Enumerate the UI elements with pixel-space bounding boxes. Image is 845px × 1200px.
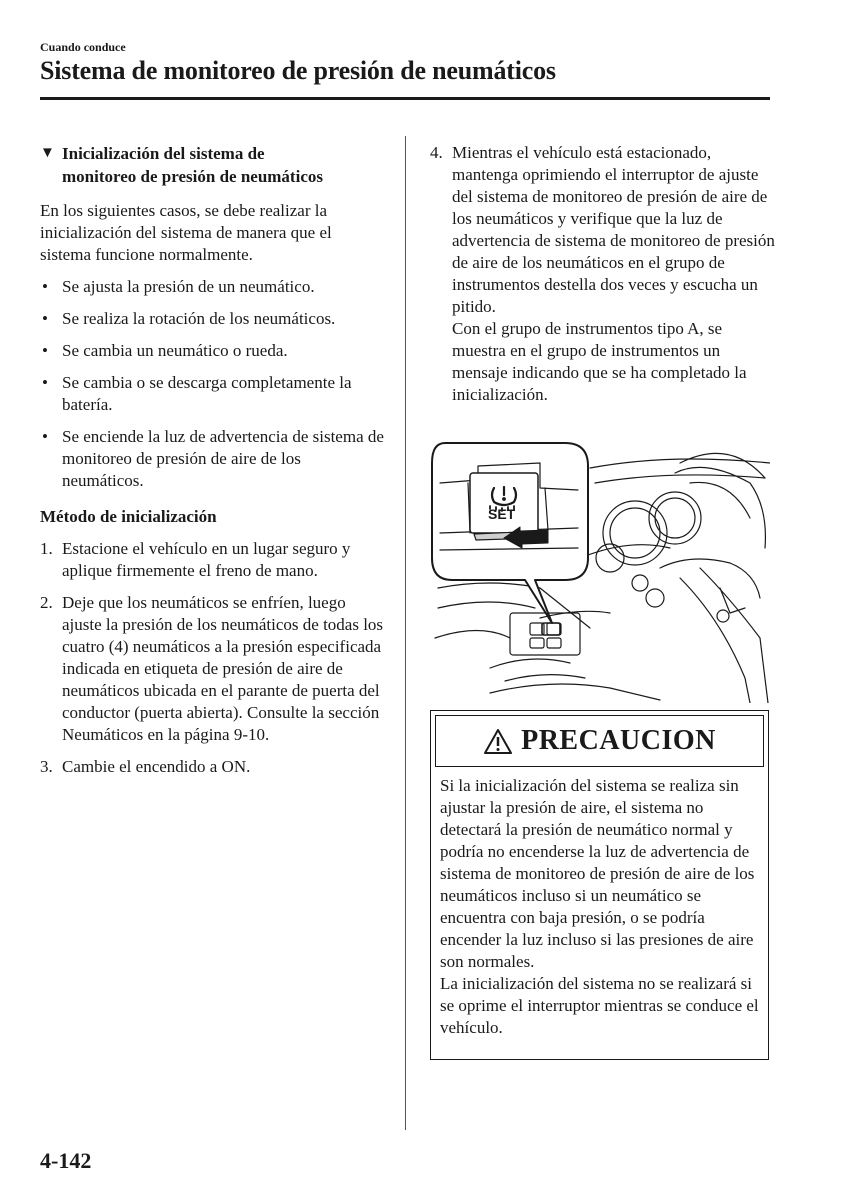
list-item: [40, 276, 385, 298]
title-rule: [40, 97, 770, 100]
column-divider: [405, 136, 406, 1130]
step-item: [40, 592, 385, 746]
page-title: Sistema de monitoreo de presión de neumáticos: [40, 56, 556, 85]
caution-paragraph: La inicialización del sistema no se realizará si se oprime el interruptor mientras se conduce el vehículo.: [440, 974, 759, 1037]
list-item: [40, 426, 385, 492]
triangle-marker-icon: ▼: [40, 145, 55, 161]
list-item-text: Se ajusta la presión de un neumático.: [62, 277, 315, 296]
step-number: 2.: [40, 593, 53, 612]
warning-triangle-icon: [483, 728, 513, 755]
step-item: [40, 538, 385, 582]
step-note: Con el grupo de instrumentos tipo A, se muestra en el grupo de instrumentos un mensaje indicando que se ha completado la inicialización.: [452, 319, 747, 404]
page-number: 4-142: [40, 1148, 92, 1173]
caution-header: [435, 715, 764, 767]
caution-body: [440, 775, 760, 1039]
chapter-label: Cuando conduce: [40, 40, 126, 54]
caution-box: [430, 710, 769, 1060]
step-number: 3.: [40, 757, 53, 776]
step-number: 1.: [40, 539, 53, 558]
step-item: [40, 756, 385, 778]
set-button-label: SET: [488, 506, 516, 522]
list-item-text: Se cambia un neumático o rueda.: [62, 341, 288, 360]
section-heading-line1: Inicialización del sistema de: [62, 144, 265, 163]
step-number: 4.: [430, 143, 443, 162]
intro-paragraph: En los siguientes casos, se debe realizar la inicialización del sistema de manera que el sistema funcione normalmente.: [40, 201, 332, 264]
bullet-icon: •: [42, 341, 48, 360]
list-item: [40, 308, 385, 330]
bullet-icon: •: [42, 309, 48, 328]
case-list: [40, 276, 385, 492]
step-text: Deje que los neumáticos se enfríen, luego ajuste la presión de los neumáticos de todas los cuatro (4) neumáticos a la presión especificada indicada en etiqueta de presión de aire de neumáticos ubicada en el parante de puerta del conductor (puerta abierta). Consulte la sección Neumáticos en la página 9-10.: [62, 593, 384, 744]
list-item-text: Se enciende la luz de advertencia de sistema de monitoreo de presión de aire de los neumáticos.: [62, 427, 384, 490]
list-item: [40, 372, 385, 416]
caution-title: PRECAUCION: [521, 725, 716, 756]
step-text: Mientras el vehículo está estacionado, mantenga oprimiendo el interruptor de ajuste del sistema de monitoreo de presión de aire de los neumáticos y verifique que la luz de advertencia de sistema de monitoreo de presión de aire de los neumáticos en el grupo de instrumentos destella dos veces y escucha un pitido.: [452, 143, 775, 316]
list-item-text: Se cambia o se descarga completamente la batería.: [62, 373, 352, 414]
left-column: [40, 142, 385, 788]
bullet-icon: •: [42, 427, 48, 446]
method-heading: Método de inicialización: [40, 507, 217, 526]
right-column: [430, 142, 775, 416]
bullet-icon: •: [42, 373, 48, 392]
step-text: Estacione el vehículo en un lugar seguro y aplique firmemente el freno de mano.: [62, 539, 351, 580]
step-list: [40, 538, 385, 778]
step-text: Cambie el encendido a ON.: [62, 757, 251, 776]
step-list: [430, 142, 775, 406]
list-item: [40, 340, 385, 362]
bullet-icon: •: [42, 277, 48, 296]
caution-paragraph: Si la inicialización del sistema se realiza sin ajustar la presión de aire, el sistema no detectará la presión de neumático normal y podría no encenderse la luz de advertencia de sistema de monitoreo de presión de aire de los neumáticos incluso si un neumático se encuentra con baja presión, o se podría encender la luz incluso si las presiones de aire son normales.: [440, 776, 755, 971]
list-item-text: Se realiza la rotación de los neumáticos.: [62, 309, 336, 328]
section-heading-line2: monitoreo de presión de neumáticos: [62, 167, 323, 186]
dashboard-illustration: [430, 438, 770, 703]
step-item: [430, 142, 775, 406]
section-heading: [40, 142, 385, 188]
